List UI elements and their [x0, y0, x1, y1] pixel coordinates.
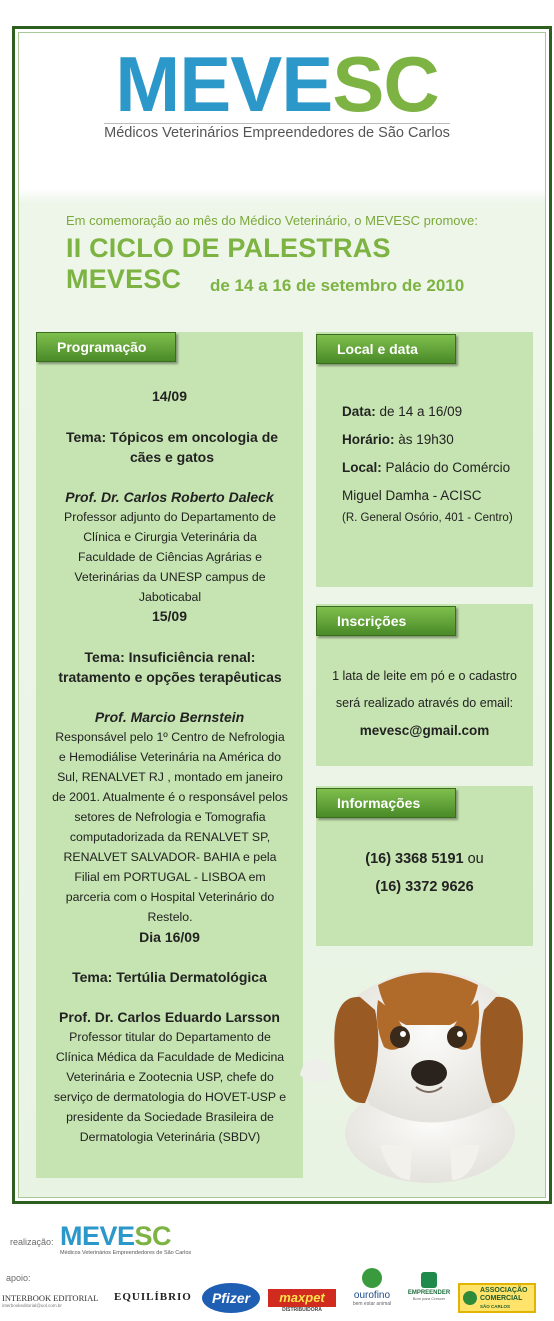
local-data-tab: Local e data — [316, 334, 456, 364]
empreender-mark-icon — [421, 1272, 437, 1288]
programacao-tab: Programação — [36, 332, 176, 362]
local-data-content — [342, 398, 527, 510]
local-label: Local: — [342, 460, 382, 475]
sponsor-interbook — [2, 1293, 106, 1308]
horario-row — [342, 426, 527, 454]
sponsor-associacao-name: ASSOCIAÇÃO COMERCIAL — [480, 1287, 528, 1302]
realizacao-logo-word — [60, 1222, 194, 1250]
realizacao-logo-meve: MEVE — [60, 1221, 135, 1251]
sponsor-associacao-comercial — [458, 1283, 536, 1313]
phone-or: ou — [463, 851, 484, 867]
talk-3-bio: Professor titular do Departamento de Clínica Médica da Faculdade de Medicina Veterinária e Zootecnia USP, chefe do serviço de dermatologia do HOVET-USP e presidente da Sociedade Brasileira de Dermatologia Veterinária (SBDV) — [53, 1030, 287, 1144]
sponsor-maxpet-sub: DISTRIBUIDORA — [282, 1307, 322, 1313]
data-row — [342, 398, 527, 426]
apoio-label: apoio: — [6, 1273, 31, 1283]
realizacao-logo-sc: SC — [134, 1221, 172, 1251]
talk-1-date: 14/09 — [151, 388, 188, 404]
talk-2-date: 15/09 — [151, 608, 188, 624]
event-dates: de 14 a 16 de setembro de 2010 — [210, 276, 465, 295]
realizacao-logo-subtitle: Médicos Veterinários Empreendedores de São Carlos — [60, 1250, 192, 1256]
realizacao-label: realização: — [10, 1237, 54, 1247]
programacao-panel — [36, 332, 303, 1178]
data-label: Data: — [342, 404, 376, 419]
sponsor-maxpet — [268, 1289, 336, 1313]
sponsor-ourofino — [344, 1268, 400, 1307]
sponsor-empreender-sub: Bom para Crescer — [412, 1296, 446, 1301]
inscricoes-tab: Inscrições — [316, 606, 456, 636]
logo-word-sc: SC — [332, 40, 439, 128]
event-title: II CICLO DE PALESTRAS MEVESC — [66, 233, 391, 294]
talk-1-bio: Professor adjunto do Departamento de Clínica e Cirurgia Veterinária da Faculdade de Ciências Agrárias e Veterinárias da UNESP campus de Jaboticabal — [64, 510, 276, 604]
talk-2-theme: Tema: Insuficiência renal: tratamento e opções terapêuticas — [58, 649, 282, 685]
logo-subtitle: Médicos Veterinários Empreendedores de São Carlos — [104, 125, 450, 141]
horario-value: às 19h30 — [394, 432, 454, 447]
talk-1-speaker: Prof. Dr. Carlos Roberto Daleck — [65, 489, 274, 505]
phone-1: (16) 3368 5191 — [365, 851, 464, 867]
talk-2-bio: Responsável pelo 1º Centro de Nefrologia e Hemodiálise Veterinária na América do Sul, RENALVET RJ , montado em janeiro de 2001. Atualmente é o responsável pelos setores de Nefrologia e Tomografia computadorizada da RENALVET SP, RENALVET SALVADOR- BAHIA e pela Filial em PORTUGAL - LISBOA em parceria com o Hospital Veterinário do Restelo. — [52, 730, 288, 924]
address-text: (R. General Osório, 401 - Centro) — [342, 512, 513, 524]
beagle-puppy-image — [300, 955, 540, 1185]
logo-word-meve: MEVE — [115, 40, 333, 128]
inscricoes-line-1: 1 lata de leite em pó e o cadastro — [332, 669, 517, 683]
inscricoes-content — [316, 663, 533, 744]
sponsor-pfizer: Pfizer — [202, 1283, 260, 1313]
local-value: Palácio do Comércio — [381, 460, 511, 475]
sponsor-maxpet-name: maxpet — [268, 1289, 336, 1307]
talk-1-theme: Tema: Tópicos em oncologia de cães e gatos — [65, 429, 279, 465]
inscricoes-email[interactable]: mevesc@gmail.com — [359, 723, 490, 738]
sponsor-empreender-name: EMPREENDER — [407, 1290, 451, 1296]
ourofino-leaf-icon — [362, 1268, 382, 1288]
sponsor-equilibrio: EQUILÍBRIO — [114, 1291, 192, 1303]
talk-2-speaker: Prof. Marcio Bernstein — [94, 709, 245, 725]
data-value: de 14 a 16/09 — [375, 404, 463, 419]
local-data-panel — [316, 332, 533, 587]
sponsor-ourofino-name: ourofino — [353, 1290, 391, 1301]
sponsor-interbook-sub: interbookeditorial@uol.com.br — [2, 1303, 62, 1308]
inscricoes-line-2: será realizado através do email: — [335, 696, 514, 710]
talk-3-theme: Tema: Tertúlia Dermatológica — [72, 969, 267, 985]
phone-row-1 — [316, 845, 533, 873]
sponsor-interbook-name: INTERBOOK EDITORIAL — [2, 1293, 99, 1303]
talk-3-date: Dia 16/09 — [139, 929, 200, 945]
intro-text: Em comemoração ao mês do Médico Veterinário, o MEVESC promove: — [66, 213, 478, 228]
sponsor-associacao-sub: SÃO CARLOS — [480, 1304, 511, 1309]
logo-wordmark — [92, 40, 462, 128]
local-row — [342, 454, 527, 482]
informacoes-tab: Informações — [316, 788, 456, 818]
talk-3-speaker: Prof. Dr. Carlos Eduardo Larsson — [59, 1009, 280, 1025]
sponsor-ourofino-sub: bem estar animal — [352, 1301, 392, 1307]
realizacao-logo — [60, 1222, 194, 1256]
associacao-emblem-icon — [463, 1291, 477, 1305]
mevesc-logo — [92, 40, 462, 142]
phone-2: (16) 3372 9626 — [375, 879, 474, 895]
informacoes-content — [316, 845, 533, 901]
local-row-2: Miguel Damha - ACISC — [342, 488, 482, 503]
horario-label: Horário: — [342, 432, 395, 447]
sponsor-empreender — [406, 1272, 452, 1301]
